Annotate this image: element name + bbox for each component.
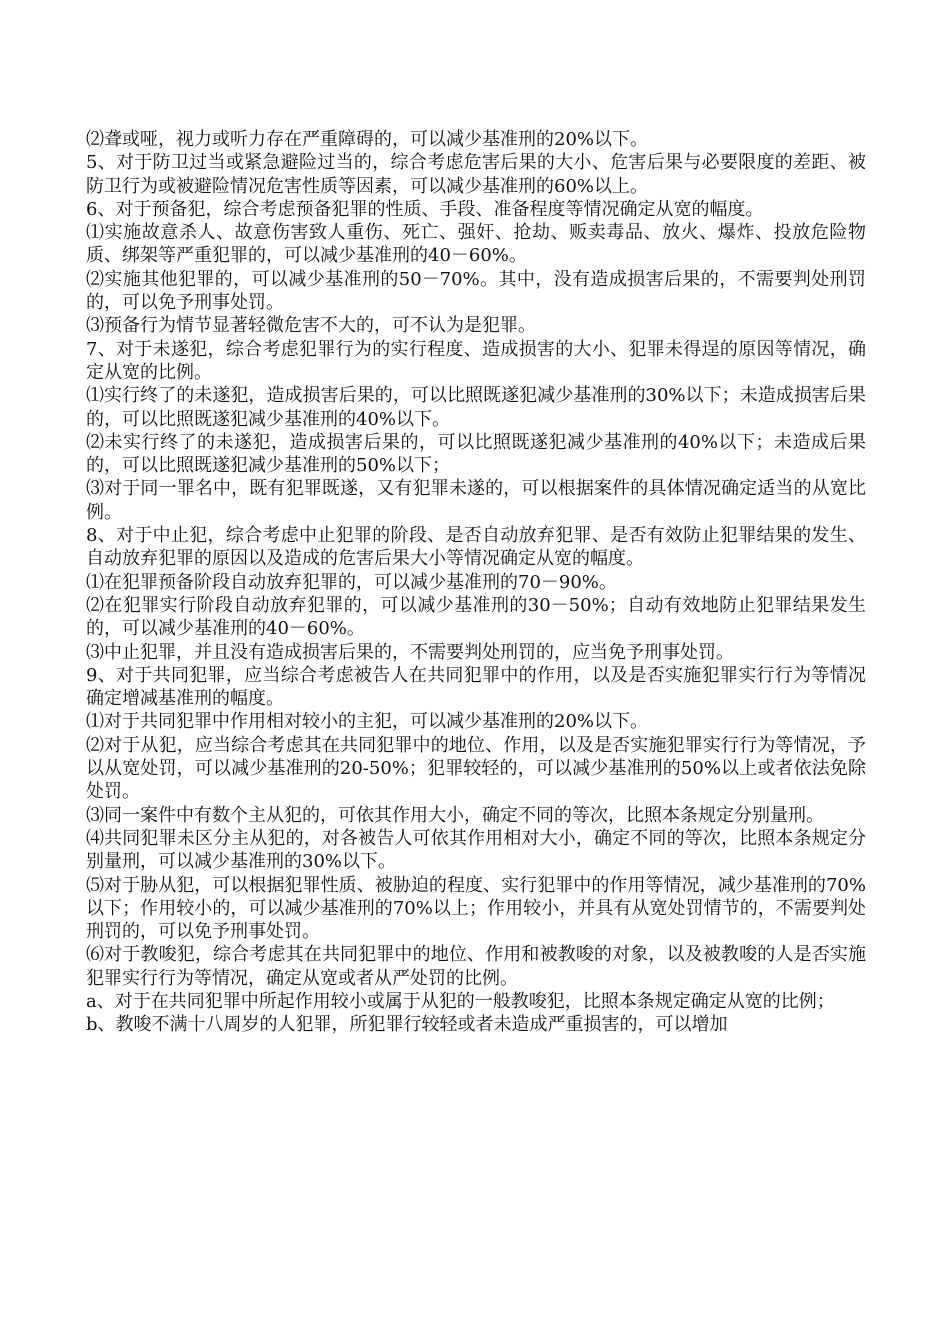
paragraph-7-1-completed-attempt: ⑴实行终了的未遂犯，造成损害后果的，可以比照既遂犯减少基准刑的30%以下；未造成损害后果的，可以比照既遂犯减少基准刑的40%以下。: [86, 385, 866, 430]
paragraph-9-5-coerced: ⑸对于胁从犯，可以根据犯罪性质、被胁迫的程度、实行犯罪中的作用等情况，减少基准刑的70%以下；作用较小的，可以减少基准刑的70%以上；作用较小，并具有从宽处罚情节的，不需要判处刑罚的，可以免予刑事处罚。: [86, 874, 866, 943]
document-page: [86, 128, 866, 1037]
paragraph-9-4-undifferentiated: ⑷共同犯罪未区分主从犯的，对各被告人可依其作用相对大小，确定不同的等次，比照本条规定分别量刑，可以减少基准刑的30%以下。: [86, 827, 866, 873]
paragraph-9-1-principal: ⑴对于共同犯罪中作用相对较小的主犯，可以减少基准刑的20%以下。: [86, 711, 649, 733]
paragraph-6-3-minor-preparation: ⑶预备行为情节显著轻微危害不大的，可不认为是犯罪。: [86, 315, 536, 337]
paragraph-6-preparatory-offense: 6、对于预备犯，综合考虑预备犯罪的性质、手段、准备程度等情况确定从宽的幅度。: [86, 198, 764, 220]
paragraph-8-3-no-harm: ⑶中止犯罪，并且没有造成损害后果的，不需要判处刑罚的，应当免予刑事处罚。: [86, 641, 734, 663]
paragraph-9-6-b: b、教唆不满十八周岁的人犯罪，所犯罪行较轻或者未造成严重损害的，可以增加: [86, 1014, 728, 1036]
paragraph-8-2-execution-stage: ⑵在犯罪实行阶段自动放弃犯罪的，可以减少基准刑的30－50%；自动有效地防止犯罪结果发生的，可以减少基准刑的40－60%。: [86, 594, 866, 640]
paragraph-9-joint-crime: 9、对于共同犯罪，应当综合考虑被告人在共同犯罪中的作用，以及是否实施犯罪实行行为等情况确定增减基准刑的幅度。: [86, 664, 866, 710]
paragraph-6-1-serious-crimes: ⑴实施故意杀人、故意伤害致人重伤、死亡、强奸、抢劫、贩卖毒品、放火、爆炸、投放危险物质、绑架等严重犯罪的，可以减少基准刑的40－60%。: [86, 222, 866, 267]
paragraph-9-6-instigator: ⑹对于教唆犯，综合考虑其在共同犯罪中的地位、作用和被教唆的对象，以及被教唆的人是否实施犯罪实行行为等情况，确定从宽或者从严处罚的比例。: [86, 944, 866, 989]
paragraph-7-attempted-offense: 7、对于未遂犯，综合考虑犯罪行为的实行程度、造成损害的大小、犯罪未得逞的原因等情况，确定从宽的比例。: [86, 338, 866, 383]
paragraph-8-discontinued-offense: 8、对于中止犯，综合考虑中止犯罪的阶段、是否自动放弃犯罪、是否有效防止犯罪结果的发生、自动放弃犯罪的原因以及造成的危害后果大小等情况确定从宽的幅度。: [86, 525, 866, 570]
paragraph-6-2-other-crimes: ⑵实施其他犯罪的，可以减少基准刑的50－70%。其中，没有造成损害后果的，不需要判处刑罚的，可以免予刑事处罚。: [86, 268, 866, 314]
paragraph-9-6-a: a、对于在共同犯罪中所起作用较小或属于从犯的一般教唆犯，比照本条规定确定从宽的比例；: [86, 990, 835, 1012]
paragraph-5-excessive-defense: 5、对于防卫过当或紧急避险过当的，综合考虑危害后果的大小、危害后果与必要限度的差距、被防卫行为或被避险情况危害性质等因素，可以减少基准刑的60%以上。: [86, 152, 866, 197]
paragraph-8-1-preparation-stage: ⑴在犯罪预备阶段自动放弃犯罪的，可以减少基准刑的70－90%。: [86, 571, 617, 593]
paragraph-9-3-multiple-offenders: ⑶同一案件中有数个主从犯的，可依其作用大小，确定不同的等次，比照本条规定分别量刑。: [86, 804, 824, 826]
paragraph-7-2-incomplete-attempt: ⑵未实行终了的未遂犯，造成损害后果的，可以比照既遂犯减少基准刑的40%以下；未造成后果的，可以比照既遂犯减少基准刑的50%以下；: [86, 431, 866, 477]
paragraph-2-deaf-mute: ⑵聋或哑，视力或听力存在严重障碍的，可以减少基准刑的20%以下。: [86, 129, 649, 150]
paragraph-7-3-mixed: ⑶对于同一罪名中，既有犯罪既遂，又有犯罪未遂的，可以根据案件的具体情况确定适当的从宽比例。: [86, 478, 866, 523]
paragraph-9-2-accomplice: ⑵对于从犯，应当综合考虑其在共同犯罪中的地位、作用，以及是否实施犯罪实行行为等情况，予以从宽处罚，可以减少基准刑的20-50%；犯罪较轻的，可以减少基准刑的50%以上或者依法免除处罚。: [86, 734, 866, 803]
